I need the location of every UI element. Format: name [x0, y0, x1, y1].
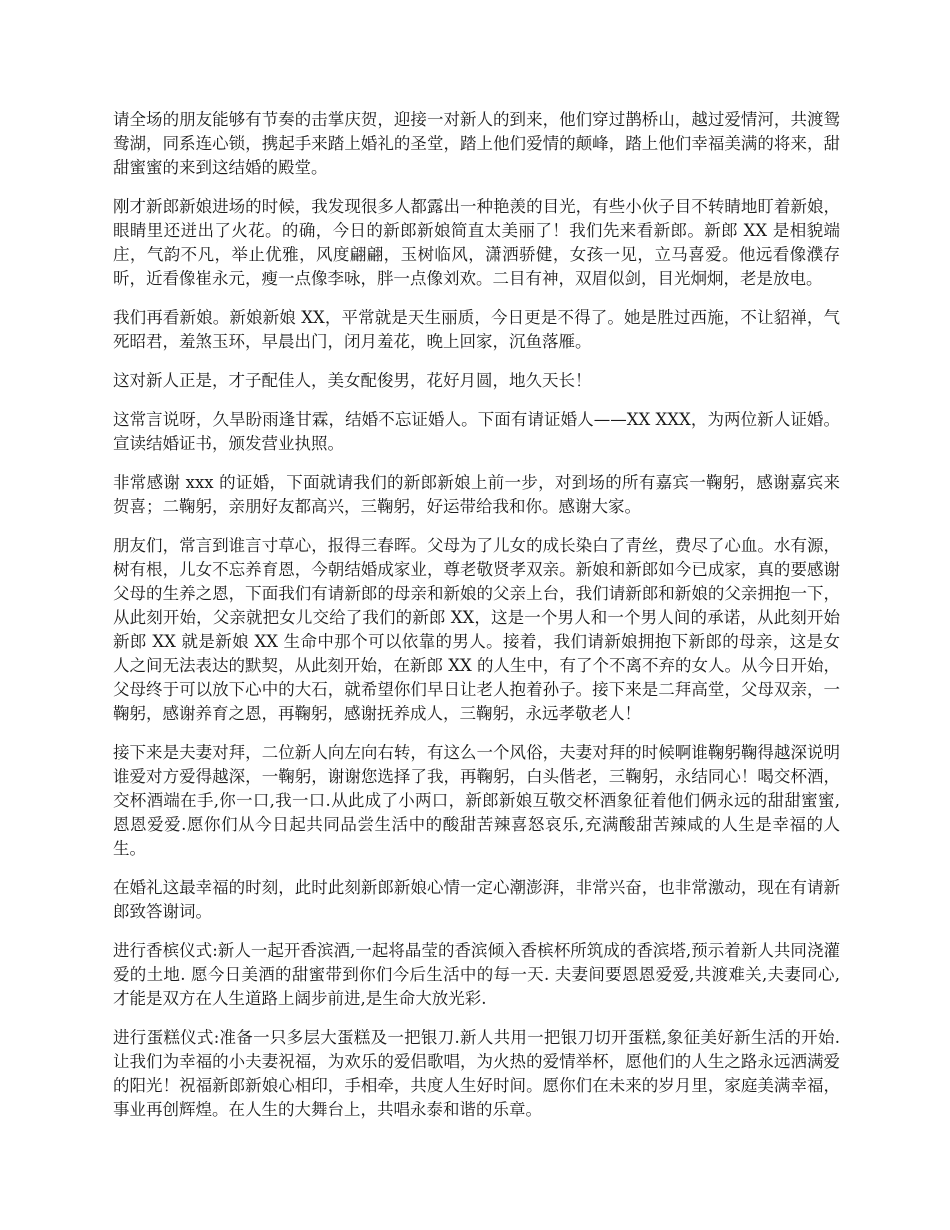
paragraph-9: 在婚礼这最幸福的时刻，此时此刻新郎新娘心情一定心潮澎湃，非常兴奋，也非常激动，现在有请新郎致答谢词。	[113, 878, 840, 921]
paragraph-1: 请全场的朋友能够有节奏的击掌庆贺，迎接一对新人的到来，他们穿过鹊桥山，越过爱情河，共渡鸳鸯湖，同系连心锁，携起手来踏上婚礼的圣堂，踏上他们爱情的颠峰，踏上他们幸福美满的将来，甜甜蜜蜜的来到这结婚的殿堂。	[113, 110, 840, 177]
paragraph-4: 这对新人正是，才子配佳人，美女配俊男，花好月圆，地久天长！	[113, 371, 592, 390]
paragraph-5: 这常言说呀，久旱盼雨逢甘霖，结婚不忘证婚人。下面有请证婚人——XX XXX，为两位新人证婚。宣读结婚证书，颁发营业执照。	[113, 410, 840, 453]
paragraph-11: 进行蛋糕仪式:准备一只多层大蛋糕及一把银刀.新人共用一把银刀切开蛋糕,象征美好新生活的开始. 让我们为幸福的小夫妻祝福，为欢乐的爱侣歌唱，为火热的爱情举杯，愿他们的人生之路永远洒满爱的阳光！祝福新郎新娘心相印，手相牵，共度人生好时间。愿你们在未来的岁月里，家庭美满幸福，事业再创辉煌。在人生的大舞台上，共唱永泰和谐的乐章。	[113, 1028, 840, 1119]
paragraph-8: 接下来是夫妻对拜，二位新人向左向右转，有这么一个风俗，夫妻对拜的时候啊谁鞠躬鞠得越深说明谁爱对方爱得越深，一鞠躬，谢谢您选择了我，再鞠躬，白头偕老，三鞠躬，永结同心！喝交杯酒，交杯酒端在手,你一口,我一口.从此成了小两口，新郎新娘互敬交杯酒象征着他们俩永远的甜甜蜜蜜,恩恩爱爱.愿你们从今日起共同品尝生活中的酸甜苦辣喜怒哀乐,充满酸甜苦辣咸的人生是幸福的人生。	[113, 743, 840, 858]
paragraph-3: 我们再看新娘。新娘新娘 XX，平常就是天生丽质，今日更是不得了。她是胜过西施，不让貂禅，气死昭君，羞煞玉环，早晨出门，闭月羞花，晚上回家，沉鱼落雁。	[113, 308, 840, 351]
paragraph-2: 刚才新郎新娘进场的时候，我发现很多人都露出一种艳羡的目光，有些小伙子目不转睛地盯着新娘，眼睛里还迸出了火花。的确，今日的新郎新娘简直太美丽了！我们先来看新郎。新郎 XX 是相貌端庄，气韵不凡，举止优雅，风度翩翩，玉树临风，潇洒骄健，女孩一见，立马喜爱。他远看像濮存昕，近看像崔永元，瘦一点像李咏，胖一点像刘欢。二目有神，双眉似剑，目光炯炯，老是放电。	[113, 197, 840, 288]
paragraph-10: 进行香槟仪式:新人一起开香滨酒,一起将晶莹的香滨倾入香槟杯所筑成的香滨塔,预示着新人共同浇灌爱的土地. 愿今日美酒的甜蜜带到你们今后生活中的每一天. 夫妻间要恩恩爱爱,共渡难关,夫妻同心,才能是双方在人生道路上阔步前进,是生命大放光彩.	[113, 941, 840, 1008]
document-body	[113, 108, 840, 1137]
paragraph-6: 非常感谢 xxx 的证婚，下面就请我们的新郎新娘上前一步，对到场的所有嘉宾一鞠躬，感谢嘉宾来贺喜；二鞠躬，亲朋好友都高兴，三鞠躬，好运带给我和你。感谢大家。	[113, 473, 840, 516]
paragraph-7: 朋友们，常言到谁言寸草心，报得三春晖。父母为了儿女的成长染白了青丝，费尽了心血。水有源，树有根，儿女不忘养育恩，今朝结婚成家业，尊老敬贤孝双亲。新娘和新郎如今已成家，真的要感谢父母的生养之恩，下面我们有请新郎的母亲和新娘的父亲上台，我们请新郎和新娘的父亲拥抱一下，从此刻开始，父亲就把女儿交给了我们的新郎 XX，这是一个男人和一个男人间的承诺，从此刻开始新郎 XX 就是新娘 XX 生命中那个可以依靠的男人。接着，我们请新娘拥抱下新郎的母亲，这是女人之间无法表达的默契，从此刻开始，在新郎 XX 的人生中，有了个不离不弃的女人。从今日开始，父母终于可以放下心中的大石，就希望你们早日让老人抱着孙子。接下来是二拜高堂，父母双亲，一鞠躬，感谢养育之恩，再鞠躬，感谢抚养成人，三鞠躬，永远孝敬老人！	[113, 536, 840, 723]
